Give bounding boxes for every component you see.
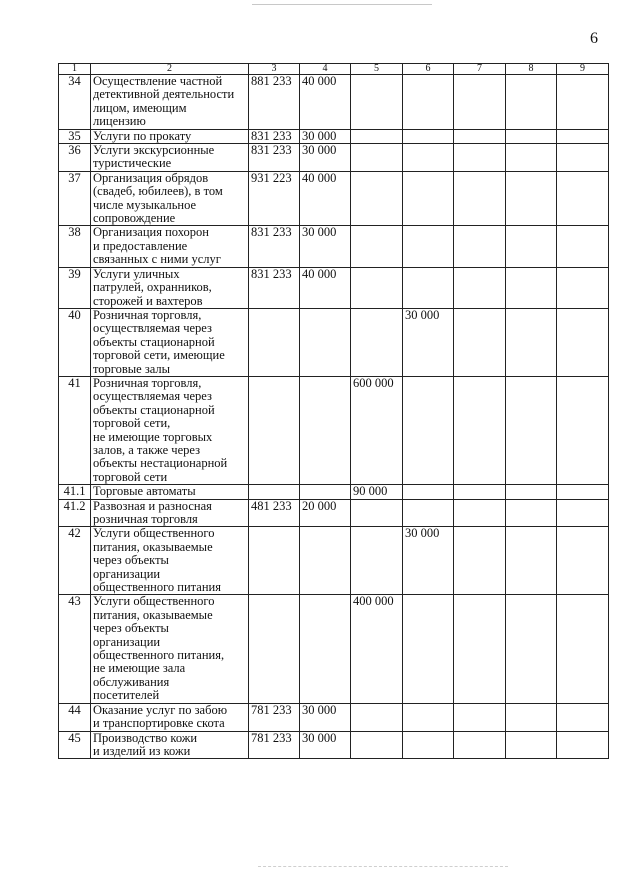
description-line: лицом, имеющим — [93, 100, 187, 115]
service-description — [91, 485, 249, 499]
value-cell-col-5 — [351, 527, 403, 595]
value-cell-col-3: 781 233 — [249, 703, 300, 731]
value-cell-col-3 — [249, 485, 300, 499]
description-line: Организация похорон — [93, 225, 209, 240]
row-number: 41.1 — [59, 485, 91, 499]
value-cell-col-5: 400 000 — [351, 595, 403, 703]
row-number: 36 — [59, 144, 91, 172]
table-row — [59, 226, 609, 267]
description-line: патрулей, охранников, — [93, 280, 212, 295]
value-cell-col-8 — [506, 485, 557, 499]
description-line: торговой сети, имеющие — [93, 348, 225, 363]
value-cell-col-6 — [403, 703, 454, 731]
table-row — [59, 527, 609, 595]
description-line: не имеющие торговых — [93, 429, 213, 444]
row-number: 41 — [59, 376, 91, 484]
service-description — [91, 308, 249, 376]
table-row — [59, 485, 609, 499]
description-line: Оказание услуг по забою — [93, 703, 228, 717]
value-cell-col-6 — [403, 75, 454, 130]
value-cell-col-8 — [506, 226, 557, 267]
service-description — [91, 527, 249, 595]
value-cell-col-6 — [403, 129, 454, 143]
row-number: 42 — [59, 527, 91, 595]
column-header: 1 — [59, 64, 91, 75]
description-line: сторожей и вахтеров — [93, 293, 203, 308]
description-line: Услуги уличных — [93, 267, 180, 281]
description-line: общественного питания — [93, 580, 221, 595]
table-row — [59, 595, 609, 703]
row-number: 45 — [59, 731, 91, 759]
service-description — [91, 129, 249, 143]
row-number: 40 — [59, 308, 91, 376]
description-line: торговые залы — [93, 361, 171, 376]
description-line: торговой сети — [93, 469, 168, 484]
value-cell-col-8 — [506, 171, 557, 226]
value-cell-col-8 — [506, 129, 557, 143]
value-cell-col-9 — [557, 485, 609, 499]
value-cell-col-3: 931 223 — [249, 171, 300, 226]
value-cell-col-6 — [403, 499, 454, 527]
value-cell-col-4: 30 000 — [300, 226, 351, 267]
description-line: организации — [93, 634, 161, 649]
value-cell-col-3 — [249, 595, 300, 703]
description-line: общественного питания, — [93, 648, 225, 663]
value-cell-col-4 — [300, 485, 351, 499]
service-description — [91, 731, 249, 759]
value-cell-col-6 — [403, 171, 454, 226]
value-cell-col-5 — [351, 226, 403, 267]
value-cell-col-9 — [557, 308, 609, 376]
value-cell-col-3 — [249, 308, 300, 376]
description-line: Осуществление частной — [93, 74, 223, 88]
value-cell-col-8 — [506, 144, 557, 172]
value-cell-col-5 — [351, 499, 403, 527]
description-line: и изделий из кожи — [93, 743, 191, 758]
description-line: Торговые автоматы — [93, 484, 196, 499]
service-description — [91, 75, 249, 130]
row-number: 35 — [59, 129, 91, 143]
value-cell-col-9 — [557, 129, 609, 143]
description-line: и предоставление — [93, 238, 188, 253]
value-cell-col-3: 831 233 — [249, 267, 300, 308]
value-cell-col-5 — [351, 129, 403, 143]
value-cell-col-8 — [506, 595, 557, 703]
value-cell-col-6 — [403, 731, 454, 759]
description-line: обслуживания — [93, 674, 170, 689]
row-number: 34 — [59, 75, 91, 130]
service-description — [91, 267, 249, 308]
table-row — [59, 731, 609, 759]
description-line: организации — [93, 566, 161, 581]
value-cell-col-7 — [454, 595, 506, 703]
table-row — [59, 75, 609, 130]
value-cell-col-5: 90 000 — [351, 485, 403, 499]
description-line: (свадеб, юбилеев), в том — [93, 184, 223, 199]
value-cell-col-7 — [454, 308, 506, 376]
value-cell-col-4: 40 000 — [300, 267, 351, 308]
value-cell-col-5 — [351, 308, 403, 376]
description-line: через объекты — [93, 553, 169, 568]
value-cell-col-9 — [557, 376, 609, 484]
service-description — [91, 171, 249, 226]
scan-bottom-line — [258, 866, 508, 867]
service-description — [91, 376, 249, 484]
description-line: розничная торговля — [93, 512, 198, 526]
value-cell-col-3: 881 233 — [249, 75, 300, 130]
description-line: осуществляемая через — [93, 321, 212, 336]
column-header: 6 — [403, 64, 454, 75]
value-cell-col-9 — [557, 144, 609, 172]
value-cell-col-4: 30 000 — [300, 703, 351, 731]
description-line: сопровождение — [93, 211, 176, 226]
value-cell-col-5 — [351, 703, 403, 731]
value-cell-col-8 — [506, 75, 557, 130]
value-cell-col-7 — [454, 267, 506, 308]
value-cell-col-7 — [454, 527, 506, 595]
description-line: залов, а также через — [93, 442, 201, 457]
service-description — [91, 499, 249, 527]
column-header: 4 — [300, 64, 351, 75]
value-cell-col-8 — [506, 376, 557, 484]
value-cell-col-6 — [403, 226, 454, 267]
value-cell-col-6 — [403, 376, 454, 484]
service-description — [91, 595, 249, 703]
column-header: 3 — [249, 64, 300, 75]
column-header: 7 — [454, 64, 506, 75]
value-cell-col-7 — [454, 485, 506, 499]
value-cell-col-9 — [557, 226, 609, 267]
table-row — [59, 308, 609, 376]
table-body — [59, 64, 609, 759]
value-cell-col-9 — [557, 595, 609, 703]
page-number: 6 — [590, 30, 598, 47]
description-line: Услуги общественного — [93, 526, 215, 541]
value-cell-col-8 — [506, 731, 557, 759]
value-cell-col-9 — [557, 171, 609, 226]
description-line: числе музыкальное — [93, 197, 197, 212]
table-row — [59, 499, 609, 527]
service-description — [91, 703, 249, 731]
value-cell-col-7 — [454, 703, 506, 731]
description-line: не имеющие зала — [93, 661, 186, 676]
table-row — [59, 129, 609, 143]
value-cell-col-4 — [300, 595, 351, 703]
column-header: 5 — [351, 64, 403, 75]
column-header: 9 — [557, 64, 609, 75]
value-cell-col-8 — [506, 527, 557, 595]
description-line: объекты стационарной — [93, 334, 215, 349]
description-line: Услуги общественного — [93, 594, 215, 609]
value-cell-col-3 — [249, 376, 300, 484]
description-line: Производство кожи — [93, 731, 198, 745]
value-cell-col-4 — [300, 527, 351, 595]
value-cell-col-5 — [351, 144, 403, 172]
value-cell-col-4: 30 000 — [300, 144, 351, 172]
row-number: 41.2 — [59, 499, 91, 527]
value-cell-col-6: 30 000 — [403, 527, 454, 595]
value-cell-col-6 — [403, 485, 454, 499]
description-line: осуществляемая через — [93, 389, 212, 404]
description-line: Услуги по прокату — [93, 129, 192, 143]
value-cell-col-7 — [454, 499, 506, 527]
column-header: 8 — [506, 64, 557, 75]
description-line: Розничная торговля, — [93, 376, 202, 390]
value-cell-col-4 — [300, 376, 351, 484]
service-description — [91, 226, 249, 267]
value-cell-col-3: 831 233 — [249, 144, 300, 172]
table-row — [59, 703, 609, 731]
description-line: через объекты — [93, 621, 169, 636]
row-number: 39 — [59, 267, 91, 308]
value-cell-col-4: 30 000 — [300, 129, 351, 143]
value-cell-col-7 — [454, 75, 506, 130]
value-cell-col-6 — [403, 595, 454, 703]
value-cell-col-9 — [557, 267, 609, 308]
value-cell-col-7 — [454, 171, 506, 226]
value-cell-col-7 — [454, 226, 506, 267]
row-number: 38 — [59, 226, 91, 267]
value-cell-col-5 — [351, 267, 403, 308]
row-number: 37 — [59, 171, 91, 226]
value-cell-col-7 — [454, 144, 506, 172]
value-cell-col-4: 20 000 — [300, 499, 351, 527]
value-cell-col-7 — [454, 731, 506, 759]
value-cell-col-3: 831 233 — [249, 129, 300, 143]
value-cell-col-9 — [557, 731, 609, 759]
value-cell-col-4: 40 000 — [300, 75, 351, 130]
value-cell-col-8 — [506, 703, 557, 731]
description-line: Розничная торговля, — [93, 308, 202, 322]
value-cell-col-7 — [454, 129, 506, 143]
column-header: 2 — [91, 64, 249, 75]
value-cell-col-6 — [403, 144, 454, 172]
row-number: 43 — [59, 595, 91, 703]
description-line: Развозная и разносная — [93, 499, 212, 513]
value-cell-col-3: 781 233 — [249, 731, 300, 759]
scan-top-line — [252, 4, 432, 5]
value-cell-col-3: 481 233 — [249, 499, 300, 527]
value-cell-col-4: 40 000 — [300, 171, 351, 226]
value-cell-col-8 — [506, 267, 557, 308]
description-line: связанных с ними услуг — [93, 252, 221, 267]
value-cell-col-6 — [403, 267, 454, 308]
value-cell-col-5: 600 000 — [351, 376, 403, 484]
description-line: лицензию — [93, 114, 146, 129]
description-line: туристические — [93, 156, 172, 171]
value-cell-col-4: 30 000 — [300, 731, 351, 759]
value-cell-col-9 — [557, 75, 609, 130]
table-row — [59, 267, 609, 308]
value-cell-col-3: 831 233 — [249, 226, 300, 267]
value-cell-col-8 — [506, 499, 557, 527]
description-line: питания, оказываемые — [93, 539, 213, 554]
value-cell-col-5 — [351, 75, 403, 130]
value-cell-col-6: 30 000 — [403, 308, 454, 376]
value-cell-col-5 — [351, 171, 403, 226]
value-cell-col-4 — [300, 308, 351, 376]
value-cell-col-9 — [557, 703, 609, 731]
description-line: и транспортировке скота — [93, 716, 225, 731]
description-line: объекты стационарной — [93, 402, 215, 417]
description-line: объекты нестационарной — [93, 456, 228, 471]
description-line: посетителей — [93, 688, 160, 703]
description-line: торговой сети, — [93, 416, 171, 431]
description-line: питания, оказываемые — [93, 607, 213, 622]
value-cell-col-3 — [249, 527, 300, 595]
value-cell-col-8 — [506, 308, 557, 376]
table-row — [59, 171, 609, 226]
description-line: Организация обрядов — [93, 171, 209, 185]
value-cell-col-9 — [557, 527, 609, 595]
row-number: 44 — [59, 703, 91, 731]
value-cell-col-9 — [557, 499, 609, 527]
service-description — [91, 144, 249, 172]
tariff-table — [58, 63, 609, 759]
value-cell-col-5 — [351, 731, 403, 759]
value-cell-col-7 — [454, 376, 506, 484]
table-header-row — [59, 64, 609, 75]
description-line: детективной деятельности — [93, 87, 235, 102]
table-row — [59, 144, 609, 172]
description-line: Услуги экскурсионные — [93, 143, 215, 158]
table-row — [59, 376, 609, 484]
